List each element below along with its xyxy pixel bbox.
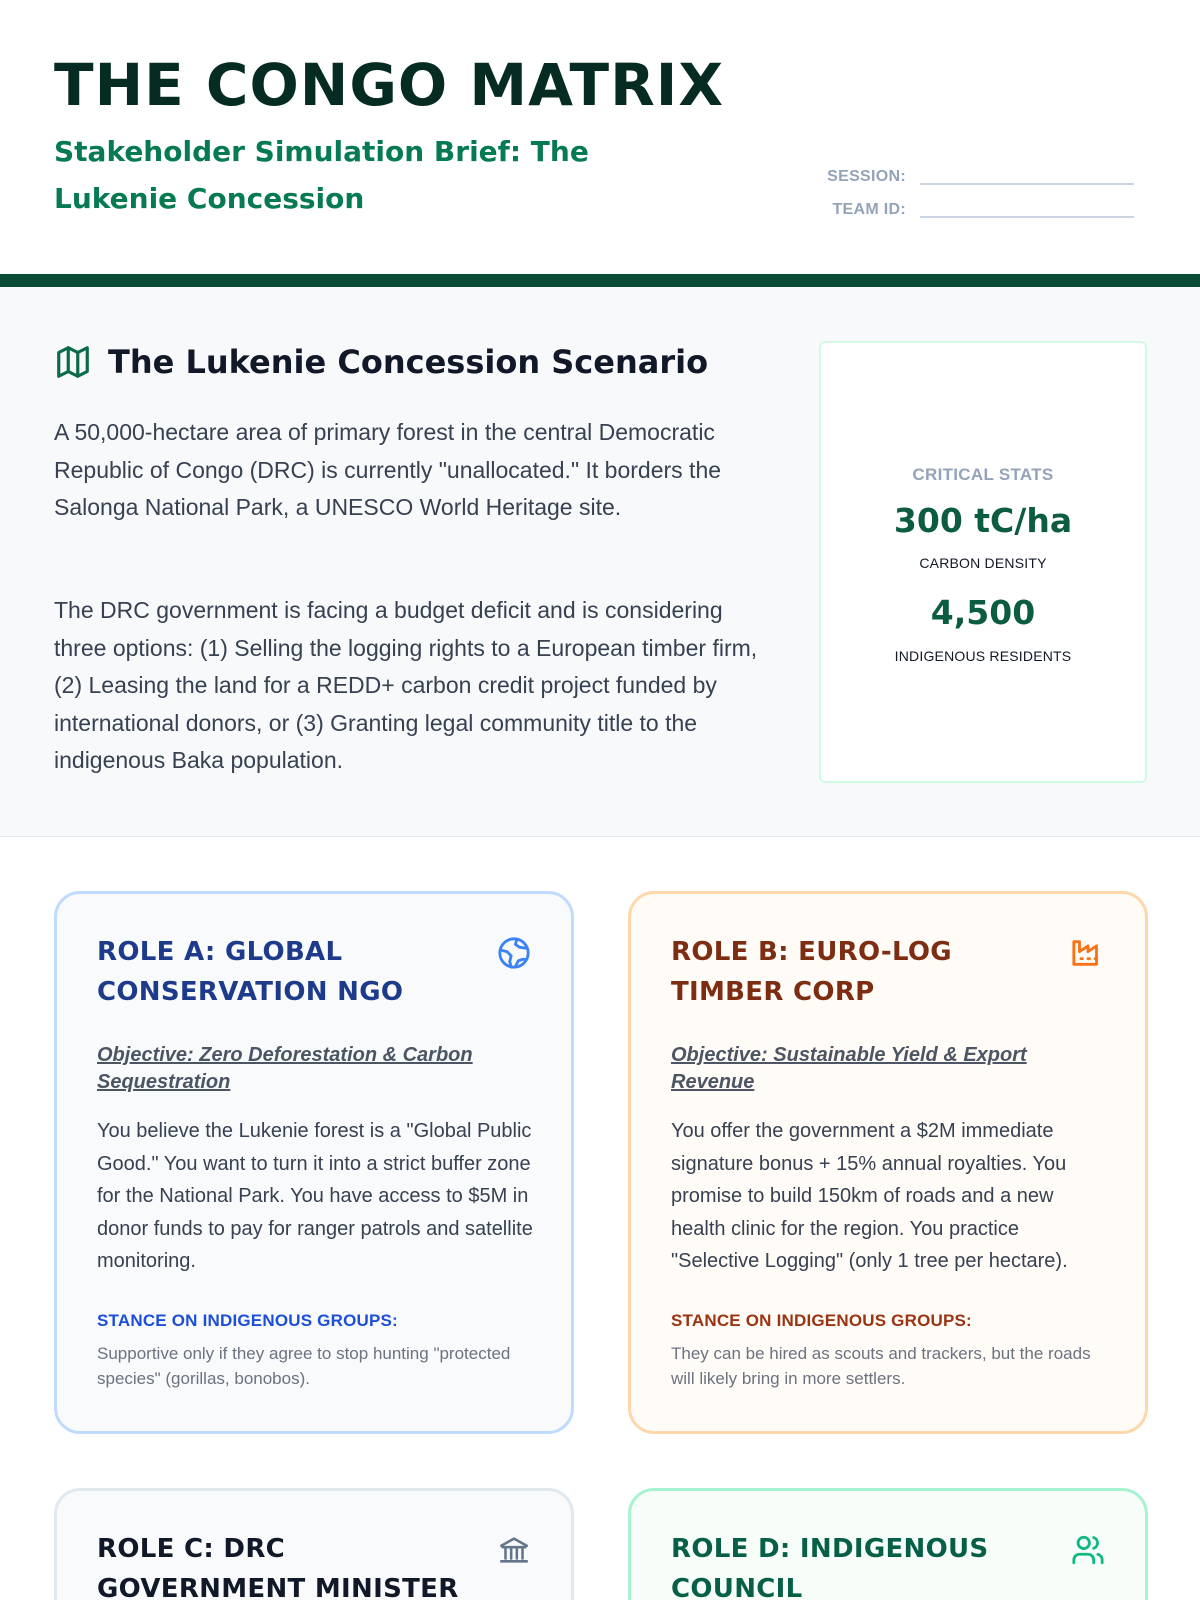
scenario-paragraph: A 50,000-hectare area of primary forest in the central Democratic Republic of Congo (DRC) is currently "unallocated." It borders the Salonga National Park, a UNESCO World Heritage site.	[54, 419, 722, 520]
carbon-density-value: 300 tC/ha	[893, 501, 1073, 540]
team-id-row	[800, 193, 1150, 226]
users-icon	[1071, 1533, 1105, 1567]
role-title: ROLE D: INDIGENOUS COUNCIL	[671, 1534, 989, 1600]
stance-label: STANCE ON INDIGENOUS GROUPS:	[671, 1311, 972, 1330]
government-building-icon	[497, 1533, 531, 1567]
indigenous-residents-value: 4,500	[930, 593, 1036, 632]
stance-text: They can be hired as scouts and trackers, but the roads will likely bring in more settlers.	[671, 1344, 1091, 1388]
indigenous-residents-caption: INDIGENOUS RESIDENTS	[894, 648, 1072, 664]
role-title: ROLE A: GLOBAL CONSERVATION NGO	[97, 937, 404, 1007]
role-card-a	[54, 891, 574, 1434]
session-meta	[800, 160, 1150, 226]
session-label: SESSION:	[827, 167, 906, 185]
team-id-field[interactable]	[920, 216, 1134, 218]
team-id-label: TEAM ID:	[832, 200, 906, 218]
role-card-d	[628, 1488, 1148, 1600]
role-description: You offer the government a $2M immediate signature bonus + 15% annual royalties. You promise to build 150km of roads and a new health clinic for the region. You practice "Selective Logging" (only 1 tree per hectare).	[671, 1120, 1068, 1272]
role-title: ROLE B: EURO-LOG TIMBER CORP	[671, 937, 952, 1007]
factory-icon	[1071, 936, 1105, 970]
header-divider	[0, 274, 1200, 287]
document-title: THE CONGO MATRIX	[54, 51, 725, 119]
critical-stats-label: CRITICAL STATS	[912, 465, 1054, 484]
page-header	[0, 0, 1200, 274]
stance-label: STANCE ON INDIGENOUS GROUPS:	[97, 1311, 398, 1330]
scenario-section	[0, 287, 1200, 837]
critical-stats-card	[819, 341, 1147, 783]
session-field[interactable]	[920, 183, 1134, 185]
role-title: ROLE C: DRC GOVERNMENT MINISTER	[97, 1534, 459, 1600]
carbon-density-caption: CARBON DENSITY	[919, 555, 1047, 571]
role-description: You believe the Lukenie forest is a "Global Public Good." You want to turn it into a strict buffer zone for the National Park. You have access to $5M in donor funds to pay for ranger patrols and satellite monitoring.	[97, 1120, 533, 1272]
map-icon	[54, 343, 92, 381]
role-objective: Objective: Zero Deforestation & Carbon Sequestration	[97, 1044, 473, 1093]
role-card-c	[54, 1488, 574, 1600]
role-card-b	[628, 891, 1148, 1434]
scenario-heading	[54, 343, 708, 381]
document-subtitle: Stakeholder Simulation Brief: The Lukenie Concession	[54, 135, 589, 215]
scenario-paragraph: The DRC government is facing a budget deficit and is considering three options: (1) Selling the logging rights to a European timber firm, (2) Leasing the land for a REDD+ carbon credit project funded by international donors, or (3) Granting legal community title to the indigenous Baka population.	[54, 597, 758, 773]
globe-icon	[497, 936, 531, 970]
session-row	[800, 160, 1150, 193]
stance-text: Supportive only if they agree to stop hunting "protected species" (gorillas, bonobos).	[97, 1344, 511, 1388]
role-objective: Objective: Sustainable Yield & Export Revenue	[671, 1044, 1027, 1093]
scenario-title: The Lukenie Concession Scenario	[108, 343, 709, 381]
